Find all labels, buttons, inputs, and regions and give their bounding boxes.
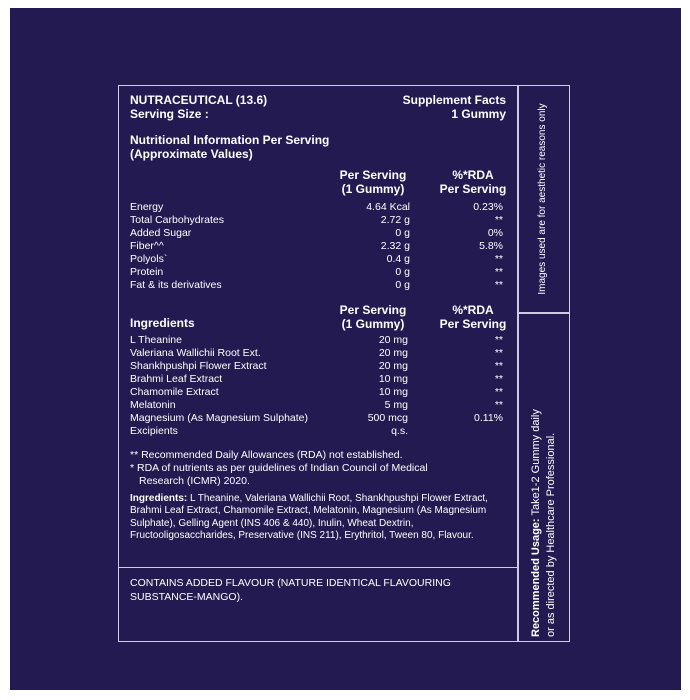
ingredient-row-amount: 10 mg [378, 373, 408, 385]
nutrition-col-rda: %*RDA [452, 168, 494, 182]
nutrition-row-amount: 4.64 Kcal [366, 201, 410, 213]
ingredient-row-name: Brahmi Leaf Extract [130, 373, 223, 385]
ingredients-col-rda: %*RDA [452, 303, 494, 317]
ingredient-row-name: Shankhpushpi Flower Extract [130, 360, 267, 372]
flavour-line1: CONTAINS ADDED FLAVOUR (NATURE IDENTICAL FLAVOURING [130, 577, 451, 589]
ingredients-col-rda-sub: Per Serving [439, 317, 507, 331]
ingredient-row-rda: ** [494, 334, 503, 346]
ingredient-row-rda: ** [494, 360, 503, 372]
ingredient-row-rda: ** [494, 386, 503, 398]
nutrition-row-amount: 2.72 g [380, 214, 410, 226]
ingredients-label: Ingredients: [130, 493, 188, 504]
flavour-line2: SUBSTANCE-MANGO). [130, 591, 243, 603]
ingredient-row-rda: 0.11% [474, 412, 503, 424]
usage-line2: or as directed by Healthcare Professional. [545, 432, 557, 637]
ingredient-row-amount: 20 mg [378, 347, 408, 359]
nutrition-row-amount: 0 g [395, 227, 410, 239]
nutrition-row-amount: 0 g [395, 266, 410, 278]
nutrition-row-rda: 5.8% [479, 240, 503, 252]
ingredients-table-title: Ingredients [130, 316, 195, 330]
nutrition-row-amount: 2.32 g [380, 240, 410, 252]
ingredient-row-amount: 20 mg [378, 360, 408, 372]
serving-size-label: Serving Size : [130, 107, 209, 121]
serving-size-value: 1 Gummy [451, 107, 506, 121]
ingredient-row-name: Melatonin [130, 399, 176, 411]
ingredient-row-name: L Theanine [130, 334, 182, 346]
usage-text [529, 317, 559, 637]
ingredient-row-name: Magnesium (As Magnesium Sulphate) [130, 412, 308, 424]
nutrition-row-name: Fiber^^ [130, 240, 164, 252]
ingredient-row-name: Chamomile Extract [130, 386, 219, 398]
nutrition-row-amount: 0.4 g [386, 253, 410, 265]
nutrition-info-subheading: (Approximate Values) [130, 147, 253, 161]
ingredient-row-name: Excipients [130, 425, 178, 437]
nutrition-row-name: Total Carbohydrates [130, 214, 224, 226]
rda-note: ** Recommended Daily Allowances (RDA) not established. [130, 449, 403, 461]
nutrition-row-name: Energy [130, 201, 164, 213]
nutrition-row-rda: 0% [487, 227, 503, 239]
nutrition-row-name: Added Sugar [130, 227, 192, 239]
nutrition-row-rda: ** [494, 253, 503, 265]
flavour-divider [118, 567, 518, 568]
usage-label: Recommended Usage: [530, 518, 542, 637]
nutrition-row-rda: ** [494, 279, 503, 291]
ingredient-row-rda: ** [494, 347, 503, 359]
nutrition-col-rda-sub: Per Serving [439, 182, 507, 196]
ingredient-row-rda: ** [494, 399, 503, 411]
ingredient-row-amount: 500 mcg [367, 412, 408, 424]
ingredient-row-amount: 20 mg [378, 334, 408, 346]
nutrition-row-rda: ** [494, 214, 503, 226]
ingredients-col-per-serving: Per Serving [339, 303, 407, 317]
nutrition-row-name: Fat & its derivatives [130, 279, 222, 291]
ingredient-row-rda: ** [494, 373, 503, 385]
ingredient-row-amount: 10 mg [378, 386, 408, 398]
ingredients-text: L Theanine, Valeriana Wallichii Root, Shankhpushpi Flower Extract, Brahmi Leaf Extract, Chamomile Extract, Melatonin, Magnesium (As Magnesium Sulphate), Gelling Agent (INS 406 & 440), Inulin, Wheat Dextrin, Fructooligosaccharides, Preservative (INS 211), Erythritol, Tween 80, Flavour. [130, 493, 488, 542]
icmr-note: * RDA of nutrients as per guidelines of Indian Council of Medical [130, 462, 428, 474]
nutrition-row-rda: 0.23% [473, 201, 503, 213]
ingredient-row-name: Valeriana Wallichii Root Ext. [130, 347, 261, 359]
nutrition-row-rda: ** [494, 266, 503, 278]
aesthetic-disclaimer: Images used are for aesthetic reasons only [537, 103, 548, 295]
nutrition-row-amount: 0 g [395, 279, 410, 291]
usage-line1: Take1-2 Gummy daily [530, 409, 542, 519]
nutrition-col-per-serving-sub: (1 Gummy) [341, 182, 405, 196]
ingredients-col-per-serving-sub: (1 Gummy) [341, 317, 405, 331]
nutrition-row-name: Polyols` [130, 253, 168, 265]
nutrition-info-heading: Nutritional Information Per Serving [130, 133, 330, 147]
nutrition-row-name: Protein [130, 266, 164, 278]
icmr-note-cont: Research (ICMR) 2020. [139, 475, 250, 487]
ingredient-row-amount: q.s. [391, 425, 408, 437]
nutrition-col-per-serving: Per Serving [339, 168, 407, 182]
nutraceutical-title: NUTRACEUTICAL (13.6) [130, 93, 268, 107]
ingredient-row-amount: 5 mg [384, 399, 408, 411]
ingredients-paragraph [130, 493, 508, 543]
supplement-facts-title: Supplement Facts [402, 93, 506, 107]
